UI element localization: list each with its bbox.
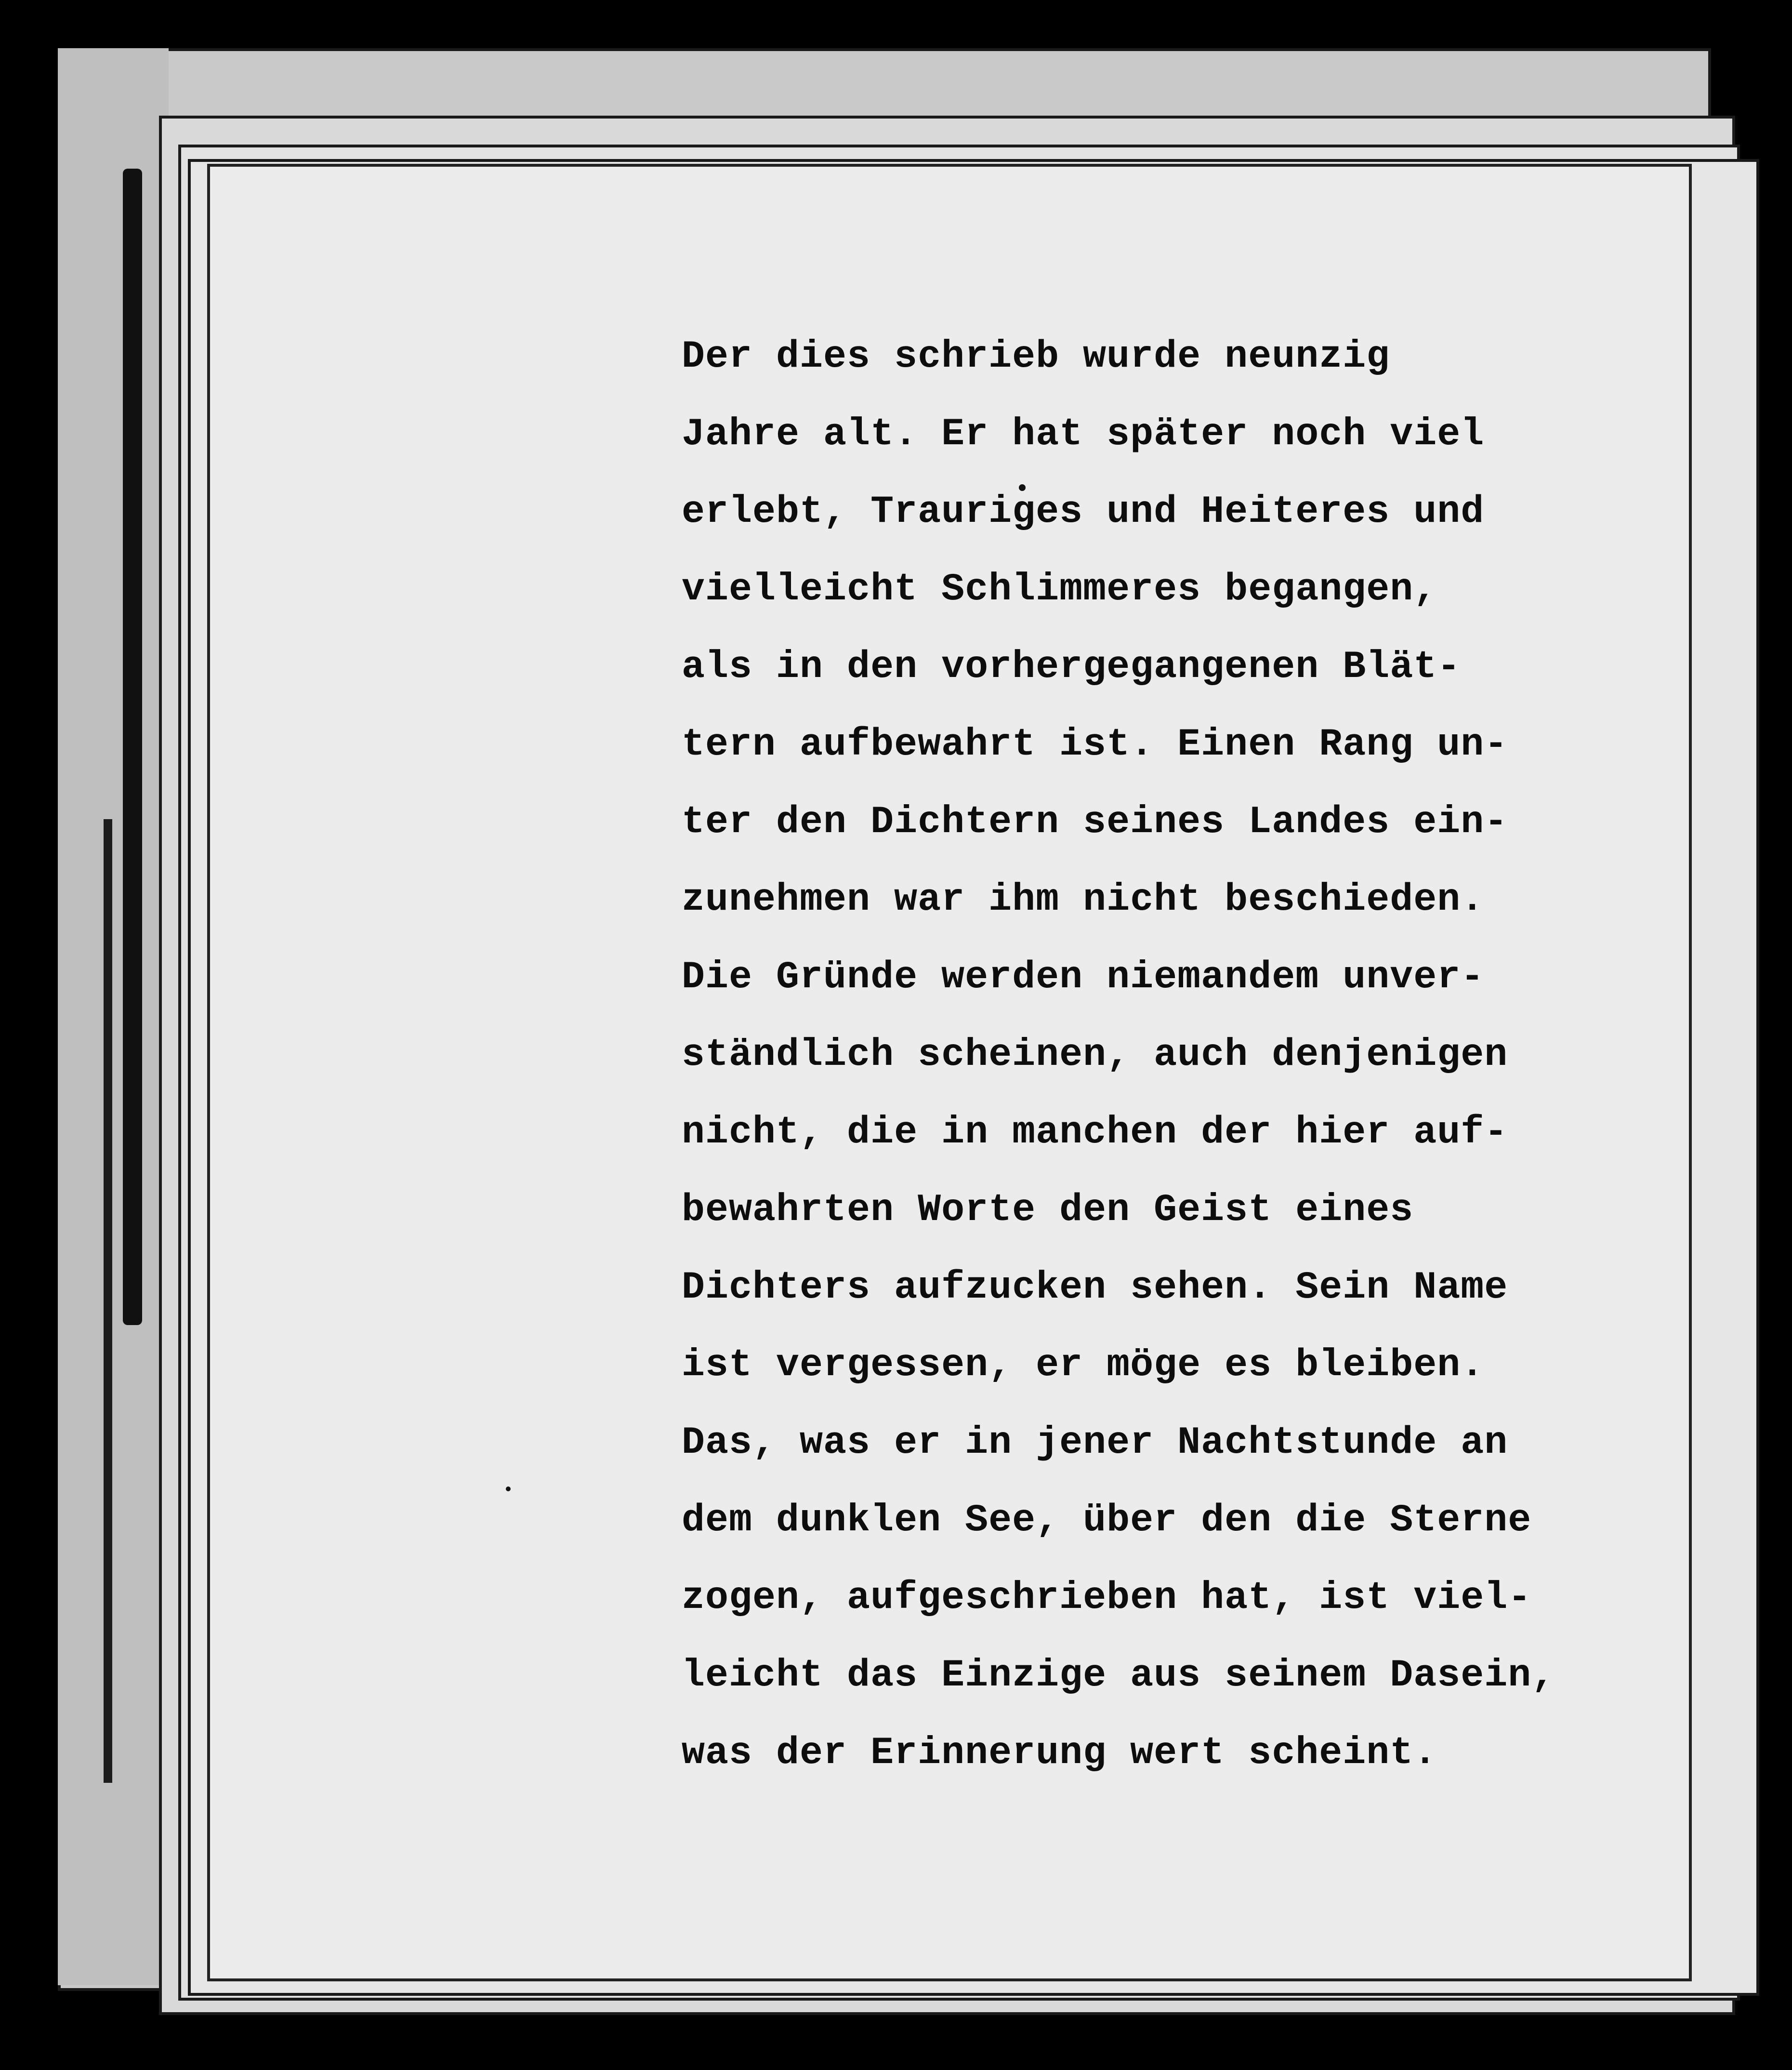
text-line: Dichters aufzucken sehen. Sein Name [682, 1266, 1508, 1310]
binding-strip-secondary [104, 819, 112, 1783]
text-line: was der Erinnerung wert scheint. [682, 1731, 1437, 1775]
text-line: vielleicht Schlimmeres begangen, [682, 568, 1437, 611]
text-line: zogen, aufgeschrieben hat, ist viel- [682, 1576, 1532, 1620]
text-line: zunehmen war ihm nicht beschieden. [682, 878, 1485, 922]
text-line: erlebt, Trauriges und Heiteres und [682, 490, 1485, 534]
text-line: dem dunklen See, über den die Sterne [682, 1499, 1532, 1542]
ink-speck [506, 1486, 511, 1491]
torn-left-edge [58, 48, 169, 1985]
text-line: leicht das Einzige aus seinem Dasein, [682, 1654, 1555, 1698]
text-line: Der dies schrieb wurde neunzig [682, 335, 1390, 379]
text-line: nicht, die in manchen der hier auf- [682, 1111, 1508, 1154]
text-line: Jahre alt. Er hat später noch viel [682, 412, 1485, 456]
text-line: bewahrten Worte den Geist eines [682, 1188, 1414, 1232]
text-line: ist vergessen, er möge es bleiben. [682, 1343, 1485, 1387]
text-line: Die Gründe werden niemandem unver- [682, 955, 1485, 999]
text-line: Das, was er in jener Nachtstunde an [682, 1421, 1508, 1465]
binding-strip [123, 169, 142, 1325]
text-line: ter den Dichtern seines Landes ein- [682, 800, 1508, 844]
text-line: ständlich scheinen, auch denjenigen [682, 1033, 1508, 1077]
text-line: tern aufbewahrt ist. Einen Rang un- [682, 723, 1508, 767]
text-line: als in den vorhergegangenen Blät- [682, 645, 1461, 689]
typed-paragraph [682, 318, 1645, 1792]
